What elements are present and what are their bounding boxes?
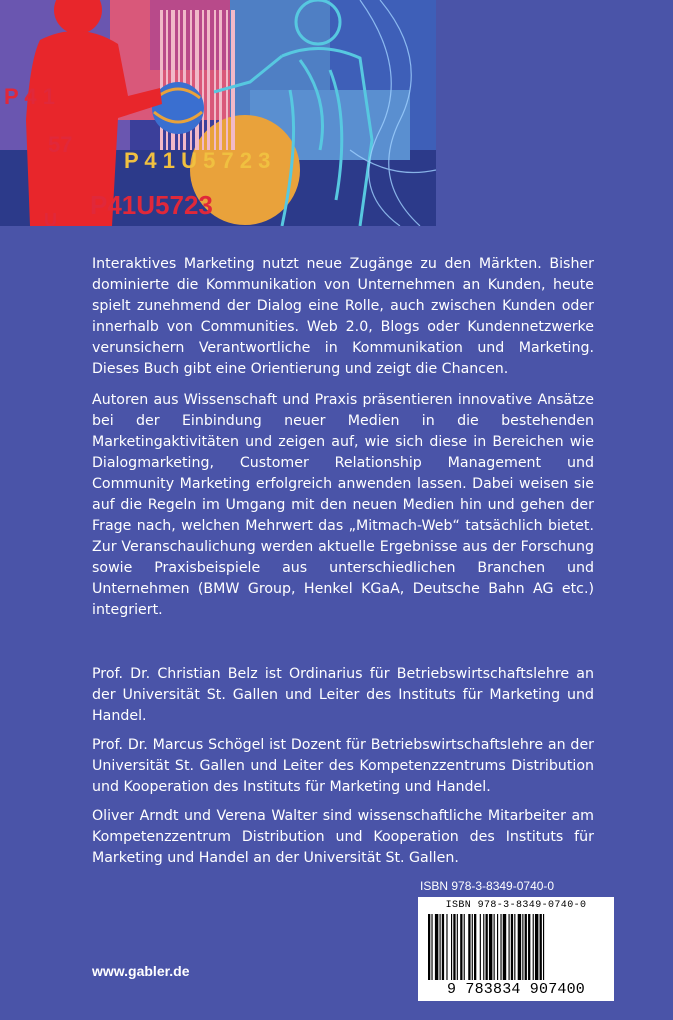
barcode-bar xyxy=(489,914,492,980)
barcode-bar xyxy=(528,914,530,980)
barcode-bar xyxy=(543,914,544,980)
code-text-5: U xyxy=(44,210,57,226)
barcode-bar xyxy=(435,914,438,980)
author-bio-belz: Prof. Dr. Christian Belz ist Ordinarius für Betriebswirtschaftslehre an der Universität St. Gallen und Leiter des Instituts für Marketing und Handel. xyxy=(92,666,594,724)
author-bio-arndt-walter: Oliver Arndt und Verena Walter sind wissenschaftliche Mitarbeiter am Kompetenzzentrum Distribution und Kooperation des Instituts für Marketing und Handel an der Universität St. Gallen. xyxy=(92,808,594,866)
barcode-bar xyxy=(446,914,447,980)
barcode-bar xyxy=(474,914,476,980)
barcode-bar xyxy=(431,914,432,980)
code-text-3: P 4 1 U 5 7 2 3 xyxy=(124,148,271,173)
code-text-2: 57 xyxy=(48,132,73,157)
barcode-bar xyxy=(494,914,495,980)
description-paragraph-1: Interaktives Marketing nutzt neue Zugänge zu den Märkten. Bisher dominierte die Kommunikation von Unternehmen an Kunden, heute spielt zunehmend der Dialog eine Rolle, auch zwischen Kunden oder innerhalb von Communities. Web 2.0, Blogs oder Kundennetzwerke verunsichern Verantwortliche in Kommunikation und Marketing. Dieses Buch gibt eine Orientierung und zeigt die Chancen. xyxy=(92,256,594,377)
barcode-bar xyxy=(533,914,534,980)
author-bios xyxy=(92,664,594,869)
book-description xyxy=(92,254,594,621)
barcode-bar xyxy=(503,914,506,980)
barcode-bar xyxy=(514,914,515,980)
barcode-bar xyxy=(442,914,444,980)
barcode-isbn-text: ISBN 978-3-8349-0740-0 xyxy=(445,900,587,911)
barcode-bar xyxy=(518,914,521,980)
barcode-bar xyxy=(451,914,452,980)
code-text-1: P 4 1 xyxy=(4,84,55,109)
barcode-bar xyxy=(453,914,455,980)
barcode-bar xyxy=(497,914,498,980)
barcode-bar xyxy=(500,914,501,980)
barcode-bar xyxy=(440,914,441,980)
isbn-barcode xyxy=(418,897,614,1001)
publisher-url: www.gabler.de xyxy=(92,963,190,979)
isbn-label: ISBN 978-3-8349-0740-0 xyxy=(420,879,555,893)
code-text-4: P41U5723 xyxy=(90,190,213,220)
cover-illustration-svg xyxy=(0,0,436,226)
barcode-bar xyxy=(457,914,458,980)
barcode-bar xyxy=(460,914,462,980)
barcode-bar xyxy=(525,914,527,980)
barcode-bar xyxy=(483,914,484,980)
barcode-bar xyxy=(511,914,513,980)
barcode-bar xyxy=(468,914,470,980)
barcode-bar xyxy=(480,914,481,980)
barcode-digits: 9 783834 907400 xyxy=(446,981,586,998)
barcode-bar xyxy=(535,914,538,980)
barcode-bar xyxy=(540,914,542,980)
barcode-bar xyxy=(509,914,510,980)
author-bio-schoegel: Prof. Dr. Marcus Schögel ist Dozent für Betriebswirtschaftslehre an der Universität St. Gallen und Leiter des Kompetenzzentrums Distribution und Kooperation des Instituts für Marketing und Handel. xyxy=(92,737,594,795)
description-paragraph-2: Autoren aus Wissenschaft und Praxis präsentieren innovative Ansätze bei der Einbindung neuer Medien in die bestehenden Marketingaktivitäten und zeigen auf, wie sich diese in Bereichen wie Dialogmarketing, Customer Relationship Management und Community Marketing erfolgreich anwenden lassen. Dabei weisen sie auf die Regeln im Umgang mit den neuen Medien hin und gehen der Frage nach, welchen Mehrwert das „Mitmach-Web“ tatsächlich bietet. Zur Veranschaulichung werden aktuelle Ergebnisse aus der Forschung sowie Praxisbeispiele aus unterschiedlichen Branchen und Unternehmen (BMW Group, Henkel KGaA, Deutsche Bahn AG etc.) integriert. xyxy=(92,392,594,618)
barcode-bar xyxy=(464,914,465,980)
barcode-bar xyxy=(472,914,473,980)
barcode-bar xyxy=(486,914,488,980)
barcode-bar xyxy=(522,914,523,980)
barcode-bar xyxy=(428,914,430,980)
cover-illustration xyxy=(0,0,436,226)
